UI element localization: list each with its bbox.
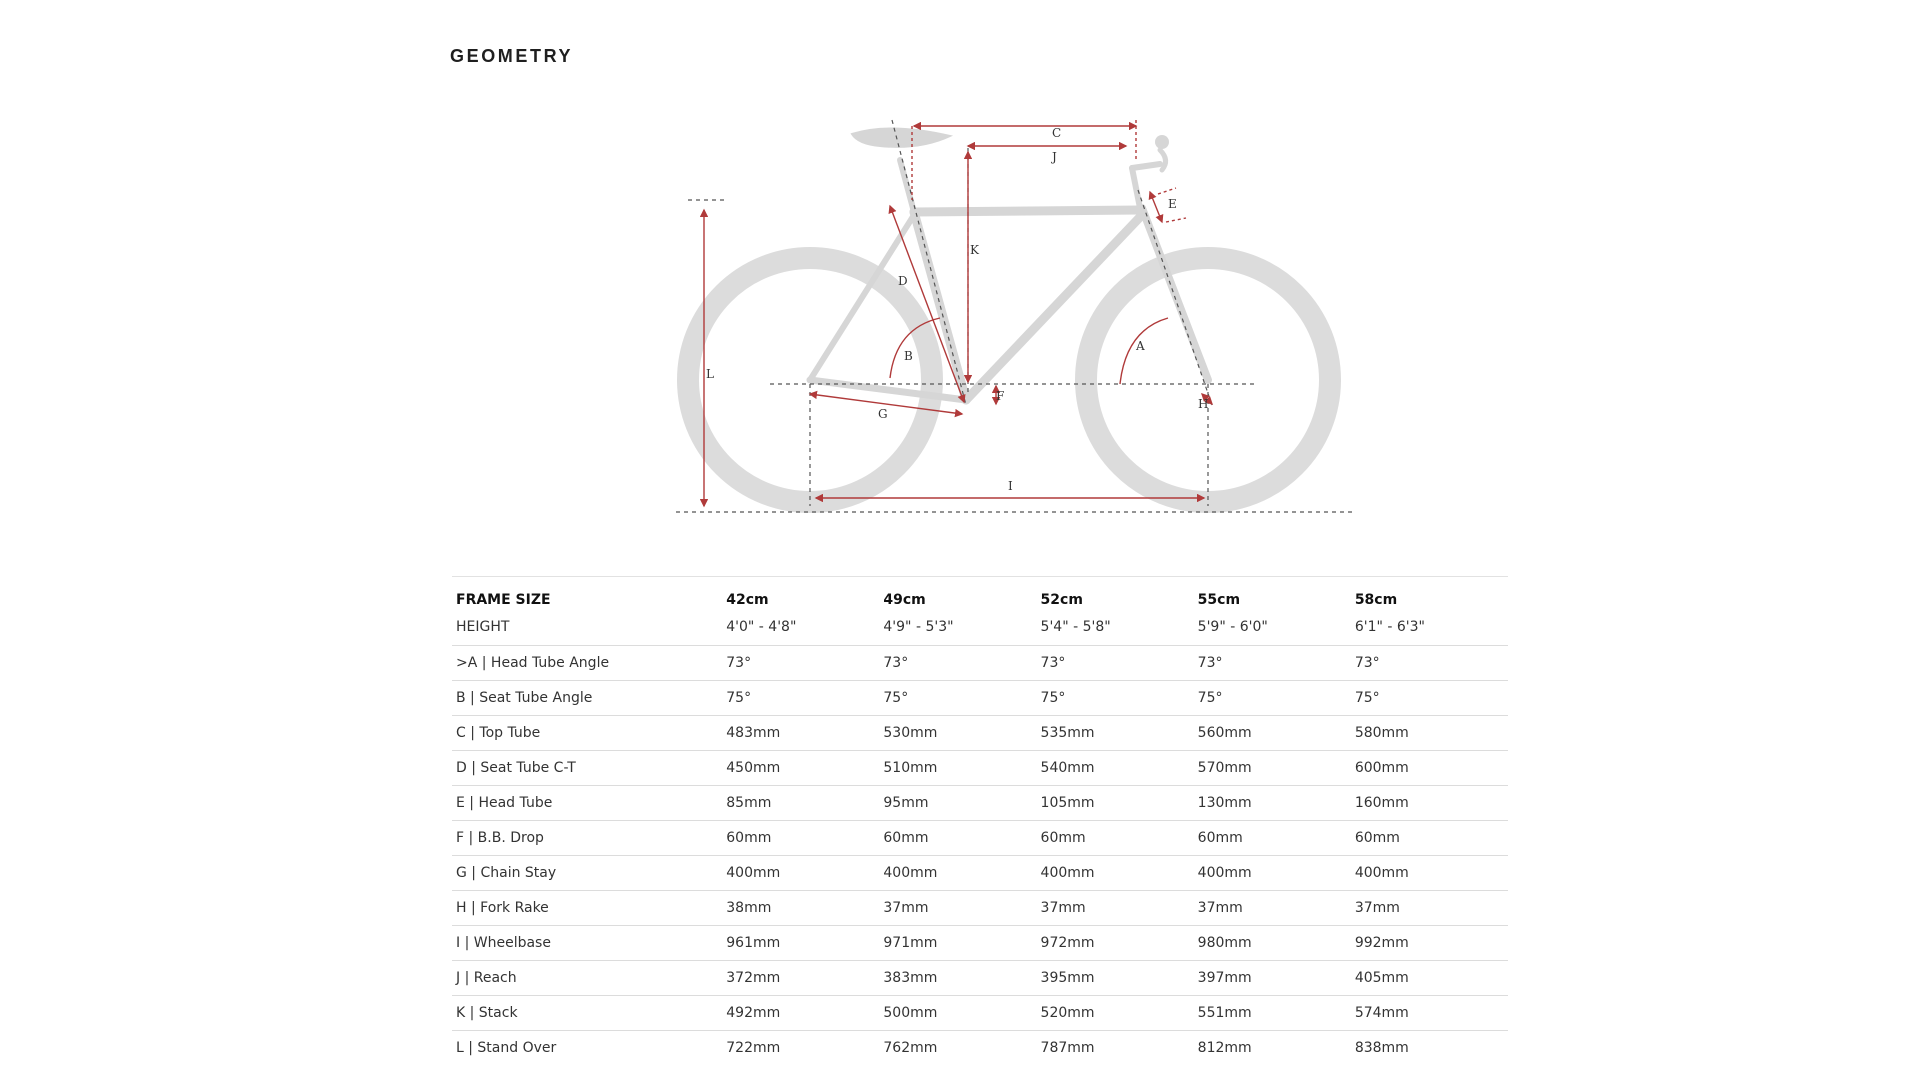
spec-value: 160mm bbox=[1351, 786, 1508, 821]
spec-value: 60mm bbox=[722, 821, 879, 856]
table-row bbox=[452, 786, 1508, 821]
spec-value: 520mm bbox=[1037, 996, 1194, 1031]
height-value: 5'9" - 6'0" bbox=[1194, 615, 1351, 646]
label-k: K bbox=[970, 243, 979, 257]
spec-value: 372mm bbox=[722, 961, 879, 996]
spec-value: 980mm bbox=[1194, 926, 1351, 961]
spec-value: 400mm bbox=[722, 856, 879, 891]
table-row bbox=[452, 926, 1508, 961]
spec-value: 383mm bbox=[879, 961, 1036, 996]
spec-label: B | Seat Tube Angle bbox=[452, 681, 722, 716]
spec-value: 75° bbox=[1037, 681, 1194, 716]
spec-rows bbox=[452, 646, 1508, 1066]
spec-value: 812mm bbox=[1197, 1040, 1252, 1056]
table-row bbox=[452, 996, 1508, 1031]
geometry-table bbox=[452, 576, 1508, 1065]
label-f: F bbox=[996, 389, 1005, 403]
guide-lines bbox=[676, 120, 1356, 512]
spec-value: 395mm bbox=[1037, 961, 1194, 996]
spec-value: 60mm bbox=[1194, 821, 1351, 856]
spec-label: >A | Head Tube Angle bbox=[452, 646, 722, 681]
spec-value: 510mm bbox=[879, 751, 1036, 786]
height-value: 5'4" - 5'8" bbox=[1037, 615, 1194, 646]
spec-value: 530mm bbox=[879, 716, 1036, 751]
spec-value: 450mm bbox=[722, 751, 879, 786]
table-row bbox=[452, 646, 1508, 681]
spec-value: 535mm bbox=[1037, 716, 1194, 751]
size-header: 55cm bbox=[1194, 577, 1351, 616]
spec-value: 73° bbox=[1351, 646, 1508, 681]
table-row bbox=[452, 1031, 1508, 1066]
spec-value: 483mm bbox=[722, 716, 879, 751]
height-value: 4'0" - 4'8" bbox=[722, 615, 879, 646]
spec-value: 73° bbox=[1037, 646, 1194, 681]
spec-value: 570mm bbox=[1194, 751, 1351, 786]
spec-value: 400mm bbox=[879, 856, 1036, 891]
spec-value: 971mm bbox=[879, 926, 1036, 961]
spec-label: L | Stand Over bbox=[456, 1040, 557, 1056]
spec-value: 130mm bbox=[1194, 786, 1351, 821]
spec-value: 992mm bbox=[1351, 926, 1508, 961]
height-value: 6'1" - 6'3" bbox=[1351, 615, 1508, 646]
table-row bbox=[452, 961, 1508, 996]
spec-value: 500mm bbox=[879, 996, 1036, 1031]
table-row bbox=[452, 681, 1508, 716]
spec-value: 105mm bbox=[1037, 786, 1194, 821]
spec-value: 60mm bbox=[879, 821, 1036, 856]
size-header: 52cm bbox=[1037, 577, 1194, 616]
spec-value: 540mm bbox=[1037, 751, 1194, 786]
label-a: A bbox=[1136, 339, 1145, 353]
spec-value: 600mm bbox=[1351, 751, 1508, 786]
size-header: 42cm bbox=[722, 577, 879, 616]
spec-value: 722mm bbox=[726, 1040, 781, 1056]
height-label: HEIGHT bbox=[452, 615, 722, 646]
page-title: GEOMETRY bbox=[450, 46, 574, 66]
spec-value: 397mm bbox=[1194, 961, 1351, 996]
label-i: I bbox=[1008, 479, 1013, 493]
spec-value: 73° bbox=[879, 646, 1036, 681]
table-row bbox=[452, 716, 1508, 751]
spec-value: 37mm bbox=[1037, 891, 1194, 926]
height-row bbox=[452, 615, 1508, 646]
table-row bbox=[452, 856, 1508, 891]
spec-label: F | B.B. Drop bbox=[452, 821, 722, 856]
spec-label: I | Wheelbase bbox=[452, 926, 722, 961]
table-row bbox=[452, 891, 1508, 926]
label-l: L bbox=[706, 367, 714, 381]
label-b: B bbox=[904, 349, 913, 363]
spec-value: 37mm bbox=[879, 891, 1036, 926]
label-c: C bbox=[1052, 126, 1062, 140]
spec-value: 400mm bbox=[1037, 856, 1194, 891]
spec-value: 75° bbox=[722, 681, 879, 716]
label-j: J bbox=[1052, 150, 1057, 164]
label-g: G bbox=[878, 407, 888, 421]
spec-value: 75° bbox=[879, 681, 1036, 716]
spec-value: 762mm bbox=[883, 1040, 938, 1056]
spec-value: 75° bbox=[1194, 681, 1351, 716]
frame-size-row bbox=[452, 577, 1508, 616]
spec-value: 37mm bbox=[1351, 891, 1508, 926]
spec-value: 400mm bbox=[1194, 856, 1351, 891]
spec-value: 95mm bbox=[879, 786, 1036, 821]
spec-label: G | Chain Stay bbox=[452, 856, 722, 891]
spec-value: 574mm bbox=[1351, 996, 1508, 1031]
label-d: D bbox=[898, 274, 908, 288]
size-header: 49cm bbox=[879, 577, 1036, 616]
table-row bbox=[452, 821, 1508, 856]
size-header: 58cm bbox=[1351, 577, 1508, 616]
spec-value: 60mm bbox=[1037, 821, 1194, 856]
height-value: 4'9" - 5'3" bbox=[879, 615, 1036, 646]
spec-label: C | Top Tube bbox=[452, 716, 722, 751]
spec-value: 560mm bbox=[1194, 716, 1351, 751]
spec-value: 75° bbox=[1351, 681, 1508, 716]
spec-value: 551mm bbox=[1194, 996, 1351, 1031]
spec-value: 60mm bbox=[1351, 821, 1508, 856]
spec-value: 37mm bbox=[1194, 891, 1351, 926]
spec-label: H | Fork Rake bbox=[452, 891, 722, 926]
spec-value: 73° bbox=[722, 646, 879, 681]
label-h: H bbox=[1198, 397, 1209, 411]
spec-label: E | Head Tube bbox=[452, 786, 722, 821]
spec-value: 492mm bbox=[722, 996, 879, 1031]
spec-value: 961mm bbox=[722, 926, 879, 961]
spec-value: 787mm bbox=[1040, 1040, 1095, 1056]
label-e: E bbox=[1168, 197, 1177, 211]
spec-label: D | Seat Tube C-T bbox=[452, 751, 722, 786]
spec-value: 405mm bbox=[1351, 961, 1508, 996]
spec-value: 580mm bbox=[1351, 716, 1508, 751]
spec-value: 400mm bbox=[1351, 856, 1508, 891]
spec-value: 73° bbox=[1194, 646, 1351, 681]
spec-label: J | Reach bbox=[452, 961, 722, 996]
spec-value: 85mm bbox=[722, 786, 879, 821]
spec-value: 838mm bbox=[1354, 1040, 1409, 1056]
spec-label: K | Stack bbox=[452, 996, 722, 1031]
frame-size-label: FRAME SIZE bbox=[452, 577, 722, 616]
spec-value: 38mm bbox=[722, 891, 879, 926]
table-row bbox=[452, 751, 1508, 786]
spec-value: 972mm bbox=[1037, 926, 1194, 961]
